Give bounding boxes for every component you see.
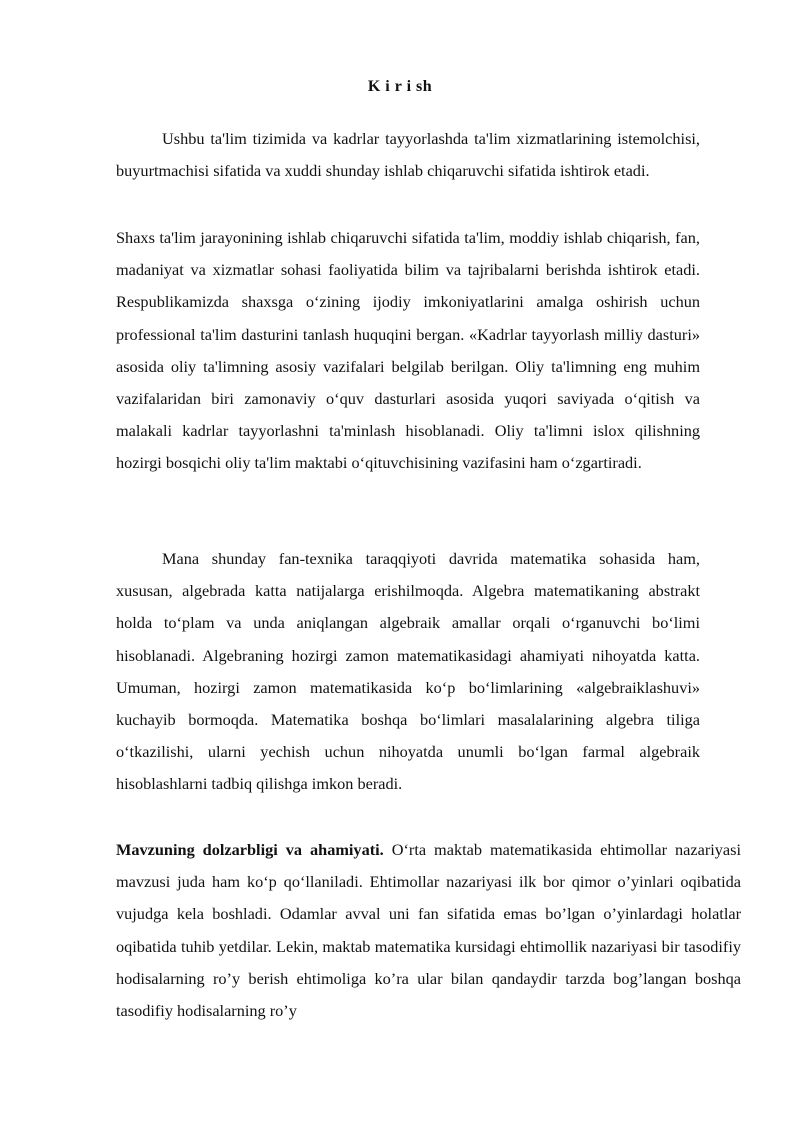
relevance-text: O‘rta maktab matematikasida ehtimollar nazariyasi mavzusi juda ham ko‘p qo‘llaniladi. Ehtimollar nazariyasi ilk bor qimor o’yinlari oqibatida vujudga kela boshladi. Odamlar avval uni fan sifatida emas bo’lgan o’yinlardagi holatlar oqibatida tuhib yetdilar. Lekin, maktab matematika kursidagi ehtimollik nazariyasi bir tasodifiy hodisalarning ro’y berish ehtimoliga ko’ra ular bilan qandaydir tarzda bog’langan boshqa tasodifiy hodisalarning ro’y [116, 840, 741, 1021]
paragraph-algebra: Mana shunday fan-texnika taraqqiyoti davrida matematika sohasida ham, xususan, algebrada katta natijalarga erishilmoqda. Algebra matematikaning abstrakt holda to‘plam va unda aniqlangan algebraik amallar orqali o‘rganuvchi bo‘limi hisoblanadi. Algebraning hozirgi zamon matematikasidagi ahamiyati nihoyatda katta. Umuman, hozirgi zamon matematikasida ko‘p bo‘limlarining «algebraiklashuvi» kuchayib bormoqda. Matematika boshqa bo‘limlari masalalarining algebra tiliga o‘tkazilishi, ularni yechish uchun nihoyatda unumli bo‘lgan farmal algebraik hisoblashlarni tadbiq qilishga imkon beradi. [116, 549, 700, 794]
page-title: K i r i sh [367, 78, 433, 95]
paragraph-intro: Ushbu ta'lim tizimida va kadrlar tayyorlashda ta'lim xizmatlarining istemolchisi, buyurtmachisi sifatida va xuddi shunday ishlab chiqaruvchi sifatida ishtirok etadi. [116, 129, 700, 181]
paragraph-education: Shaxs ta'lim jarayonining ishlab chiqaruvchi sifatida ta'lim, moddiy ishlab chiqarish, fan, madaniyat va xizmatlar sohasi faoliyatida bilim va tajribalarni berishda ishtirok etadi. Respublikamizda shaxsga o‘zining ijodiy imkoniyatlarini amalga oshirish uchun professional ta'lim dasturini tanlash huquqini bergan. «Kadrlar tayyorlash milliy dasturi» asosida oliy ta'limning asosiy vazifalari belgilab berilgan. Oliy ta'limning eng muhim vazifalaridan biri zamonaviy o‘quv dasturlari asosida yuqori saviyada o‘qitish va malakali kadrlar tayyorlashni ta'minlash hisoblanadi. Oliy ta'limni islox qilishning hozirgi bosqichi oliy ta'lim maktabi o‘qituvchisining vazifasini ham o‘zgartiradi. [116, 228, 700, 473]
relevance-heading: Mavzuning dolzarbligi va ahamiyati. [116, 840, 384, 859]
paragraph-relevance [116, 834, 741, 1027]
